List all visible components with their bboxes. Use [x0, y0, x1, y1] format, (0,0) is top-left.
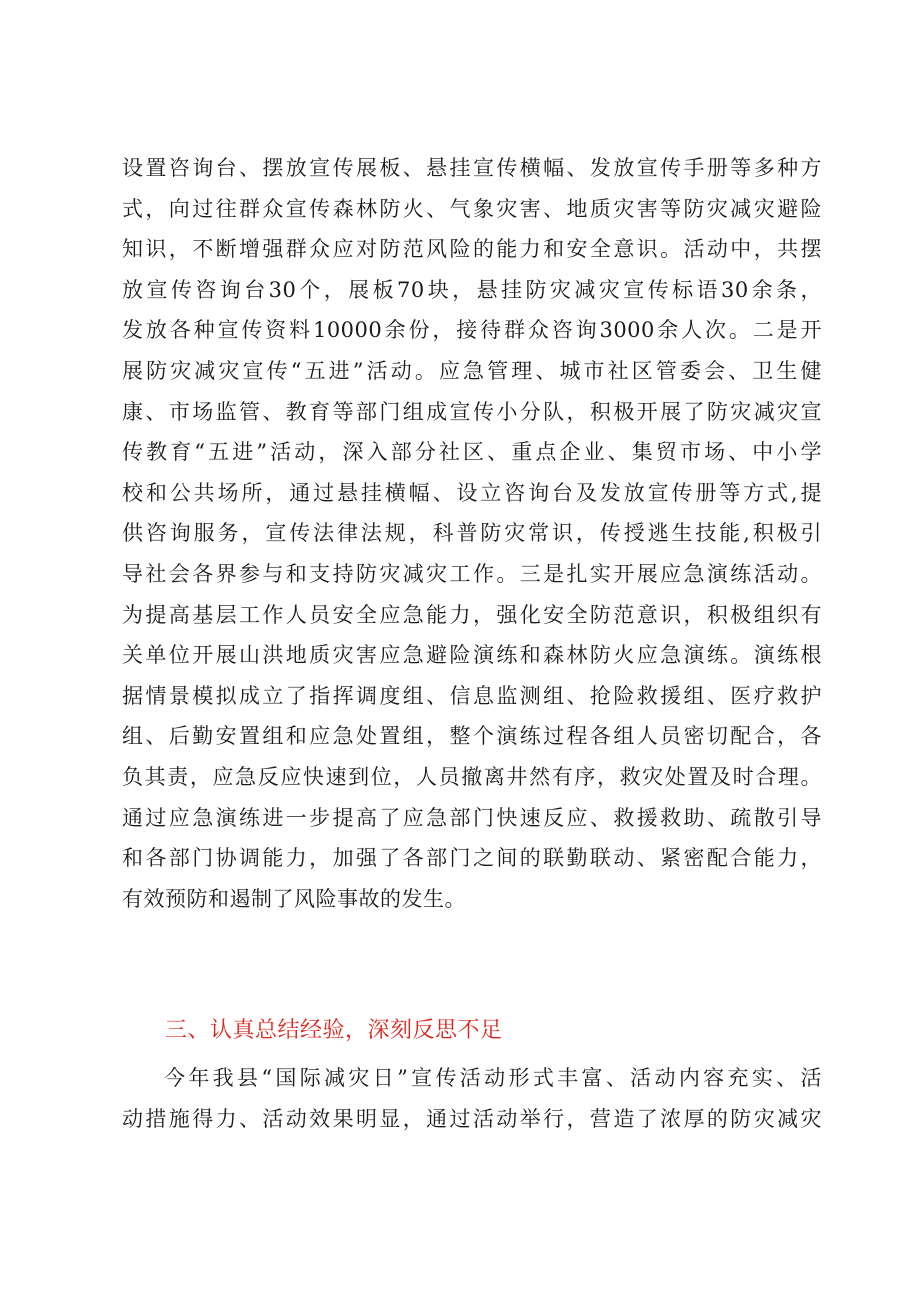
text-line: 负其责，应急反应快速到位，人员撤离井然有序，救灾处置及时合理。	[122, 764, 822, 789]
text-line: 康、市场监管、教育等部门组成宣传小分队，积极开展了防灾减灾宣	[122, 399, 822, 424]
section-heading: 三、认真总结经验，深刻反思不足	[165, 1018, 503, 1043]
paragraph-activities	[122, 148, 822, 919]
text-line: 和各部门协调能力，加强了各部门之间的联勤联动、紧密配合能力，	[122, 846, 822, 871]
text-line: 式，向过往群众宣传森林防火、气象灾害、地质灾害等防灾减灾避险	[122, 196, 822, 221]
text-line: 放宣传咨询台30个，展板70块，悬挂防灾减灾宣传标语30余条，	[122, 277, 822, 302]
text-line: 组、后勤安置组和应急处置组，整个演练过程各组人员密切配合，各	[122, 724, 822, 749]
text-line: 传教育“五进”活动，深入部分社区、重点企业、集贸市场、中小学	[122, 440, 822, 465]
text-line: 校和公共场所，通过悬挂横幅、设立咨询台及发放宣传册等方式,提	[122, 480, 822, 505]
text-line: 为提高基层工作人员安全应急能力，强化安全防范意识，积极组织有	[122, 602, 822, 627]
text-line: 供咨询服务，宣传法律法规，科普防灾常识，传授逃生技能,积极引	[122, 521, 822, 546]
text-line: 知识，不断增强群众应对防范风险的能力和安全意识。活动中，共摆	[122, 237, 822, 262]
text-line: 展防灾减灾宣传“五进”活动。应急管理、城市社区管委会、卫生健	[122, 358, 822, 383]
text-line: 设置咨询台、摆放宣传展板、悬挂宣传横幅、发放宣传手册等多种方	[122, 156, 822, 180]
paragraph-summary	[122, 1058, 822, 1139]
text-line: 通过应急演练进一步提高了应急部门快速反应、救援救助、疏散引导	[122, 805, 822, 830]
text-line: 据情景模拟成立了指挥调度组、信息监测组、抢险救援组、医疗救护	[122, 683, 822, 708]
text-line: 有效预防和遏制了风险事故的发生。	[122, 886, 466, 911]
text-line: 动措施得力、活动效果明显，通过活动举行，营造了浓厚的防灾减灾	[122, 1106, 822, 1131]
text-line: 关单位开展山洪地质灾害应急避险演练和森林防火应急演练。演练根	[122, 643, 822, 668]
text-line: 今年我县“国际减灾日”宣传活动形式丰富、活动内容充实、活	[164, 1066, 822, 1090]
text-line: 导社会各界参与和支持防灾减灾工作。三是扎实开展应急演练活动。	[122, 561, 822, 586]
text-line: 发放各种宣传资料10000余份，接待群众咨询3000余人次。二是开	[122, 318, 822, 343]
